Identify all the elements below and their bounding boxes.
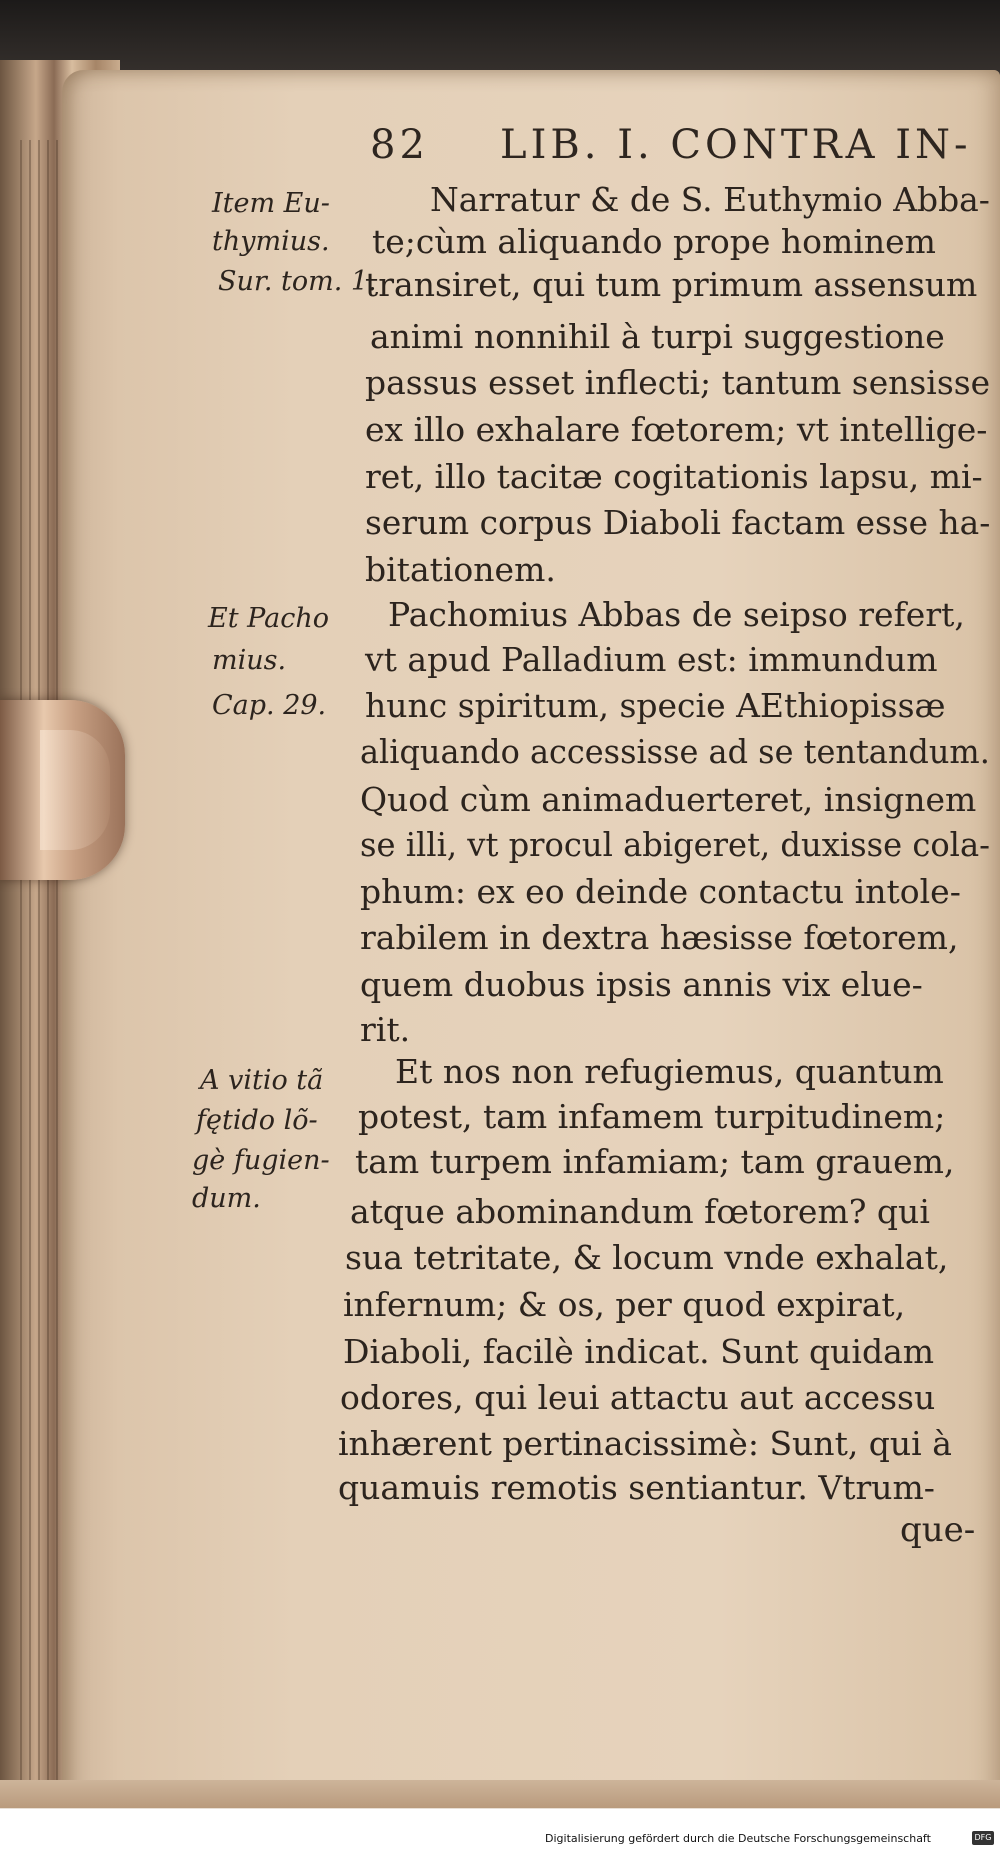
text-line-content: Et nos non refugiemus, quantum — [395, 1052, 944, 1091]
text-line-content: Quod cùm animaduerteret, insignem — [360, 780, 977, 819]
text-line — [0, 550, 1000, 596]
text-line — [0, 1378, 1000, 1424]
text-line-content: se illi, vt procul abigeret, duxisse cola- — [360, 825, 990, 864]
text-line — [0, 1332, 1000, 1378]
text-line-content: tam turpem infamiam; tam grauem, — [355, 1142, 955, 1181]
text-line — [0, 1468, 1000, 1514]
text-line — [0, 825, 1000, 871]
text-line — [0, 1010, 1000, 1056]
text-line — [0, 965, 1000, 1011]
text-line — [0, 317, 1000, 363]
text-line-content: Narratur & de S. Euthymio Abba- — [430, 180, 990, 219]
text-line — [0, 595, 1000, 641]
running-title: LIB. I. CONTRA IN- — [500, 122, 972, 168]
text-line — [0, 872, 1000, 918]
text-line-content: passus esset inflecti; tantum sensisse — [365, 363, 991, 402]
margin-note: Sur. tom. 1. — [218, 266, 377, 297]
text-line — [0, 732, 1000, 778]
digitization-credit: Digitalisierung gefördert durch die Deutsche Forschungsgemeinschaft — [545, 1832, 931, 1845]
text-line — [0, 503, 1000, 549]
text-line — [0, 1424, 1000, 1470]
text-line — [0, 1142, 1000, 1188]
text-line-content: aliquando accessisse ad se tentandum. — [360, 732, 990, 771]
text-line-content: rit. — [360, 1010, 411, 1049]
text-line-content: animi nonnihil à turpi suggestione — [370, 317, 945, 356]
page-number: 82 — [370, 122, 429, 168]
margin-note: A vitio tã — [200, 1065, 324, 1096]
margin-note: dum. — [192, 1183, 261, 1214]
margin-note: Et Pacho — [208, 603, 329, 634]
text-line-content: te;cùm aliquando prope hominem — [372, 222, 936, 261]
margin-note: mius. — [212, 645, 287, 676]
text-line-content: odores, qui leui attactu aut accessu — [340, 1378, 936, 1417]
text-line-content: serum corpus Diaboli factam esse ha- — [365, 503, 991, 542]
margin-note: fętido lõ- — [196, 1105, 318, 1136]
text-line — [0, 363, 1000, 409]
text-line-content: vt apud Palladium est: immundum — [365, 640, 938, 679]
text-line — [0, 180, 1000, 226]
text-line-content: sua tetritate, & locum vnde exhalat, — [345, 1238, 949, 1277]
margin-note: thymius. — [212, 226, 330, 257]
text-line-content: quamuis remotis sentiantur. Vtrum- — [338, 1468, 935, 1507]
text-line — [0, 780, 1000, 826]
text-line — [0, 918, 1000, 964]
text-line-content: atque abominandum fœtorem? qui — [350, 1192, 930, 1231]
text-line-content: potest, tam infamem turpitudinem; — [358, 1097, 946, 1136]
running-header — [370, 122, 972, 182]
text-line — [0, 265, 1000, 311]
catchword: que- — [900, 1510, 976, 1550]
text-line — [0, 457, 1000, 503]
margin-note: Item Eu- — [212, 188, 330, 219]
margin-note: Cap. 29. — [212, 690, 327, 721]
text-line — [0, 222, 1000, 268]
text-line-content: infernum; & os, per quod expirat, — [343, 1285, 906, 1324]
text-line — [0, 410, 1000, 456]
text-line-content: Diaboli, facilè indicat. Sunt quidam — [343, 1332, 935, 1371]
text-line — [0, 1097, 1000, 1143]
text-line-content: bitationem. — [365, 550, 556, 589]
text-line — [0, 1285, 1000, 1331]
text-line — [0, 1192, 1000, 1238]
text-line-content: inhærent pertinacissimè: Sunt, qui à — [338, 1424, 952, 1463]
margin-note: gè fugien- — [192, 1145, 330, 1176]
text-line-content: ret, illo tacitæ cogitationis lapsu, mi- — [365, 457, 983, 496]
text-line-content: quem duobus ipsis annis vix elue- — [360, 965, 923, 1004]
text-line-content: transiret, qui tum primum assensum — [365, 265, 978, 304]
text-line-content: ex illo exhalare fœtorem; vt intellige- — [365, 410, 988, 449]
dfg-logo: DFG — [972, 1831, 994, 1845]
text-line — [0, 1052, 1000, 1098]
text-line — [0, 640, 1000, 686]
text-line-content: phum: ex eo deinde contactu intole- — [360, 872, 961, 911]
text-line-content: hunc spiritum, specie AEthiopissæ — [365, 686, 946, 725]
text-line-content: Pachomius Abbas de seipso refert, — [388, 595, 965, 634]
text-line — [0, 686, 1000, 732]
text-line-content: rabilem in dextra hæsisse fœtorem, — [360, 918, 959, 957]
text-line — [0, 1238, 1000, 1284]
